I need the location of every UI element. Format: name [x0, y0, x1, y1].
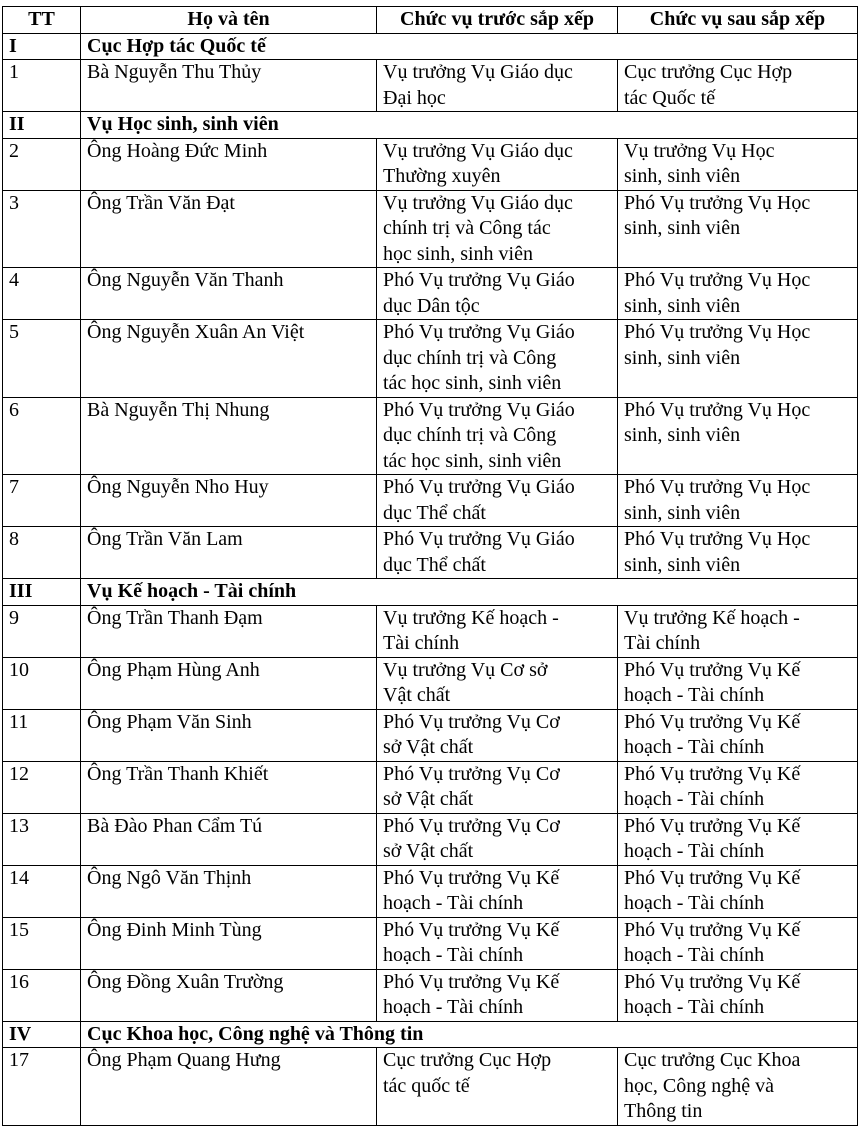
position-after-cell: [618, 320, 858, 398]
position-after-line: Phó Vụ trưởng Vụ Học: [624, 528, 811, 550]
position-before-line: hoạch - Tài chính: [383, 944, 524, 966]
table-row: [3, 657, 858, 709]
position-after-line: Cục trưởng Cục Khoa: [624, 1049, 801, 1071]
position-before-cell: [377, 969, 618, 1021]
position-before-line: dục Thể chất: [383, 553, 486, 576]
person-name: Bà Nguyễn Thu Thủy: [81, 60, 377, 112]
section-title: Vụ Học sinh, sinh viên: [81, 112, 858, 139]
position-before-line: tác quốc tế: [383, 1074, 470, 1097]
position-before-cell: [377, 397, 618, 475]
section-title: Cục Hợp tác Quốc tế: [81, 33, 858, 60]
position-after-cell: [618, 190, 858, 268]
position-after-line: sinh, sinh viên: [624, 501, 741, 524]
position-before-line: Phó Vụ trưởng Vụ Giáo: [383, 398, 575, 421]
position-before-cell: [377, 320, 618, 398]
position-before-cell: [377, 268, 618, 320]
table-row: [3, 60, 858, 112]
row-number: 7: [3, 475, 81, 527]
header-name: Họ và tên: [81, 7, 377, 34]
row-number: 4: [3, 268, 81, 320]
position-before-cell: [377, 761, 618, 813]
position-before-cell: [377, 709, 618, 761]
position-before-cell: [377, 1048, 618, 1126]
person-name: Ông Đồng Xuân Trường: [81, 969, 377, 1021]
header-tt: TT: [3, 7, 81, 34]
row-number: 8: [3, 527, 81, 579]
position-after-line: sinh, sinh viên: [624, 217, 741, 239]
position-after-cell: [618, 60, 858, 112]
position-before-line: tác học sinh, sinh viên: [383, 372, 562, 394]
row-number: 12: [3, 761, 81, 813]
position-before-line: Vật chất: [383, 684, 451, 706]
row-number: 16: [3, 969, 81, 1021]
position-after-cell: [618, 475, 858, 527]
table-row: [3, 917, 858, 969]
position-after-line: Thông tin: [624, 1100, 703, 1122]
position-after-line: Vụ trưởng Kế hoạch -: [624, 606, 800, 629]
section-title: Cục Khoa học, Công nghệ và Thông tin: [81, 1021, 858, 1048]
position-after-line: sinh, sinh viên: [624, 346, 741, 369]
row-number: 5: [3, 320, 81, 398]
table-body: [3, 33, 858, 1125]
personnel-table: [2, 6, 858, 1126]
position-after-cell: [618, 1048, 858, 1126]
person-name: Ông Trần Thanh Đạm: [81, 605, 377, 657]
position-after-cell: [618, 761, 858, 813]
table-row: [3, 709, 858, 761]
table-row: [3, 813, 858, 865]
position-before-line: dục chính trị và Công: [383, 346, 557, 369]
position-after-line: sinh, sinh viên: [624, 165, 741, 187]
table-header-row: [3, 7, 858, 34]
position-after-line: sinh, sinh viên: [624, 424, 741, 446]
section-number: I: [3, 33, 81, 60]
row-number: 17: [3, 1048, 81, 1126]
position-after-line: Phó Vụ trưởng Vụ Học: [624, 191, 811, 214]
position-after-line: học, Công nghệ và: [624, 1074, 774, 1097]
position-after-cell: [618, 813, 858, 865]
position-before-line: Vụ trưởng Vụ Giáo dục: [383, 139, 573, 162]
position-after-cell: [618, 969, 858, 1021]
position-before-line: Phó Vụ trưởng Vụ Kế: [383, 918, 560, 941]
row-number: 1: [3, 60, 81, 112]
section-number: III: [3, 579, 81, 606]
person-name: Ông Trần Văn Đạt: [81, 190, 377, 268]
position-before-line: Phó Vụ trưởng Vụ Giáo: [383, 528, 575, 550]
position-before-cell: [377, 190, 618, 268]
position-before-line: học sinh, sinh viên: [383, 242, 533, 265]
position-after-line: hoạch - Tài chính: [624, 996, 765, 1018]
position-after-line: sinh, sinh viên: [624, 294, 741, 317]
table-row: [3, 527, 858, 579]
position-before-line: Phó Vụ trưởng Vụ Kế: [383, 866, 560, 889]
row-number: 2: [3, 138, 81, 190]
position-after-line: Tài chính: [624, 632, 701, 654]
person-name: Ông Nguyễn Xuân An Việt: [81, 320, 377, 398]
section-number: II: [3, 112, 81, 139]
position-before-line: sở Vật chất: [383, 840, 474, 862]
person-name: Ông Hoàng Đức Minh: [81, 138, 377, 190]
person-name: Ông Phạm Văn Sinh: [81, 709, 377, 761]
position-before-line: Đại học: [383, 86, 446, 109]
person-name: Ông Đinh Minh Tùng: [81, 917, 377, 969]
row-number: 6: [3, 397, 81, 475]
position-after-line: Phó Vụ trưởng Vụ Học: [624, 476, 811, 498]
position-before-cell: [377, 475, 618, 527]
table-row: [3, 190, 858, 268]
row-number: 15: [3, 917, 81, 969]
section-row: [3, 579, 858, 606]
position-before-cell: [377, 917, 618, 969]
section-row: [3, 33, 858, 60]
table-row: [3, 865, 858, 917]
row-number: 14: [3, 865, 81, 917]
position-before-line: Vụ trưởng Vụ Giáo dục: [383, 61, 573, 83]
section-title: Vụ Kế hoạch - Tài chính: [81, 579, 858, 606]
table-row: [3, 605, 858, 657]
position-before-line: sở Vật chất: [383, 788, 474, 810]
row-number: 9: [3, 605, 81, 657]
person-name: Ông Trần Văn Lam: [81, 527, 377, 579]
position-after-line: tác Quốc tế: [624, 86, 716, 109]
position-before-line: tác học sinh, sinh viên: [383, 449, 562, 472]
table-row: [3, 138, 858, 190]
position-before-line: dục Thể chất: [383, 501, 486, 524]
position-after-line: Phó Vụ trưởng Vụ Học: [624, 269, 811, 291]
position-after-line: Phó Vụ trưởng Vụ Học: [624, 321, 811, 343]
position-before-cell: [377, 527, 618, 579]
person-name: Ông Nguyễn Nho Huy: [81, 475, 377, 527]
position-before-line: Phó Vụ trưởng Vụ Cơ: [383, 814, 560, 837]
position-before-line: dục Dân tộc: [383, 294, 480, 317]
person-name: Ông Phạm Hùng Anh: [81, 657, 377, 709]
position-after-line: hoạch - Tài chính: [624, 944, 765, 966]
position-before-line: Phó Vụ trưởng Vụ Cơ: [383, 762, 560, 785]
position-after-cell: [618, 917, 858, 969]
position-before-line: Vụ trưởng Vụ Giáo dục: [383, 191, 573, 214]
position-after-cell: [618, 138, 858, 190]
position-after-cell: [618, 709, 858, 761]
position-after-line: Phó Vụ trưởng Vụ Kế: [624, 658, 801, 681]
position-after-cell: [618, 865, 858, 917]
table-row: [3, 761, 858, 813]
position-after-line: hoạch - Tài chính: [624, 684, 765, 706]
position-after-line: hoạch - Tài chính: [624, 892, 765, 914]
position-before-line: chính trị và Công tác: [383, 217, 551, 239]
position-before-cell: [377, 605, 618, 657]
person-name: Ông Phạm Quang Hưng: [81, 1048, 377, 1126]
table-row: [3, 397, 858, 475]
table-row: [3, 268, 858, 320]
person-name: Bà Đào Phan Cẩm Tú: [81, 813, 377, 865]
table-row: [3, 1048, 858, 1126]
position-after-line: Cục trưởng Cục Hợp: [624, 61, 793, 83]
position-before-line: Phó Vụ trưởng Vụ Kế: [383, 970, 560, 993]
position-after-line: Phó Vụ trưởng Vụ Học: [624, 398, 811, 421]
position-after-line: hoạch - Tài chính: [624, 788, 765, 810]
position-after-cell: [618, 268, 858, 320]
position-before-cell: [377, 138, 618, 190]
position-after-line: Phó Vụ trưởng Vụ Kế: [624, 918, 801, 941]
position-before-line: Thường xuyên: [383, 165, 501, 187]
position-after-line: hoạch - Tài chính: [624, 736, 765, 758]
header-position-before: Chức vụ trước sắp xếp: [377, 7, 618, 34]
position-before-line: hoạch - Tài chính: [383, 996, 524, 1018]
position-before-line: hoạch - Tài chính: [383, 892, 524, 914]
position-before-cell: [377, 657, 618, 709]
position-after-cell: [618, 397, 858, 475]
position-after-line: Phó Vụ trưởng Vụ Kế: [624, 970, 801, 993]
position-before-cell: [377, 865, 618, 917]
person-name: Bà Nguyễn Thị Nhung: [81, 397, 377, 475]
position-before-line: Phó Vụ trưởng Vụ Giáo: [383, 269, 575, 291]
position-before-cell: [377, 60, 618, 112]
position-after-line: Phó Vụ trưởng Vụ Kế: [624, 866, 801, 889]
position-after-cell: [618, 657, 858, 709]
section-row: [3, 1021, 858, 1048]
position-before-line: Vụ trưởng Kế hoạch -: [383, 606, 559, 629]
position-before-line: dục chính trị và Công: [383, 424, 557, 446]
section-row: [3, 112, 858, 139]
position-after-line: Vụ trưởng Vụ Học: [624, 139, 775, 162]
table-row: [3, 969, 858, 1021]
position-before-line: sở Vật chất: [383, 736, 474, 758]
position-after-cell: [618, 605, 858, 657]
position-before-line: Cục trưởng Cục Hợp: [383, 1049, 552, 1071]
position-after-line: Phó Vụ trưởng Vụ Kế: [624, 762, 801, 785]
position-before-line: Phó Vụ trưởng Vụ Giáo: [383, 476, 575, 498]
section-number: IV: [3, 1021, 81, 1048]
position-after-line: hoạch - Tài chính: [624, 840, 765, 862]
position-before-cell: [377, 813, 618, 865]
person-name: Ông Nguyễn Văn Thanh: [81, 268, 377, 320]
position-before-line: Tài chính: [383, 632, 460, 654]
row-number: 13: [3, 813, 81, 865]
table-row: [3, 320, 858, 398]
position-before-line: Phó Vụ trưởng Vụ Giáo: [383, 321, 575, 343]
position-before-line: Vụ trưởng Vụ Cơ sở: [383, 658, 548, 681]
position-after-cell: [618, 527, 858, 579]
position-after-line: Phó Vụ trưởng Vụ Kế: [624, 710, 801, 733]
person-name: Ông Trần Thanh Khiết: [81, 761, 377, 813]
header-position-after: Chức vụ sau sắp xếp: [618, 7, 858, 34]
position-after-line: sinh, sinh viên: [624, 553, 741, 576]
person-name: Ông Ngô Văn Thịnh: [81, 865, 377, 917]
row-number: 11: [3, 709, 81, 761]
row-number: 3: [3, 190, 81, 268]
position-before-line: Phó Vụ trưởng Vụ Cơ: [383, 710, 560, 733]
table-row: [3, 475, 858, 527]
position-after-line: Phó Vụ trưởng Vụ Kế: [624, 814, 801, 837]
row-number: 10: [3, 657, 81, 709]
